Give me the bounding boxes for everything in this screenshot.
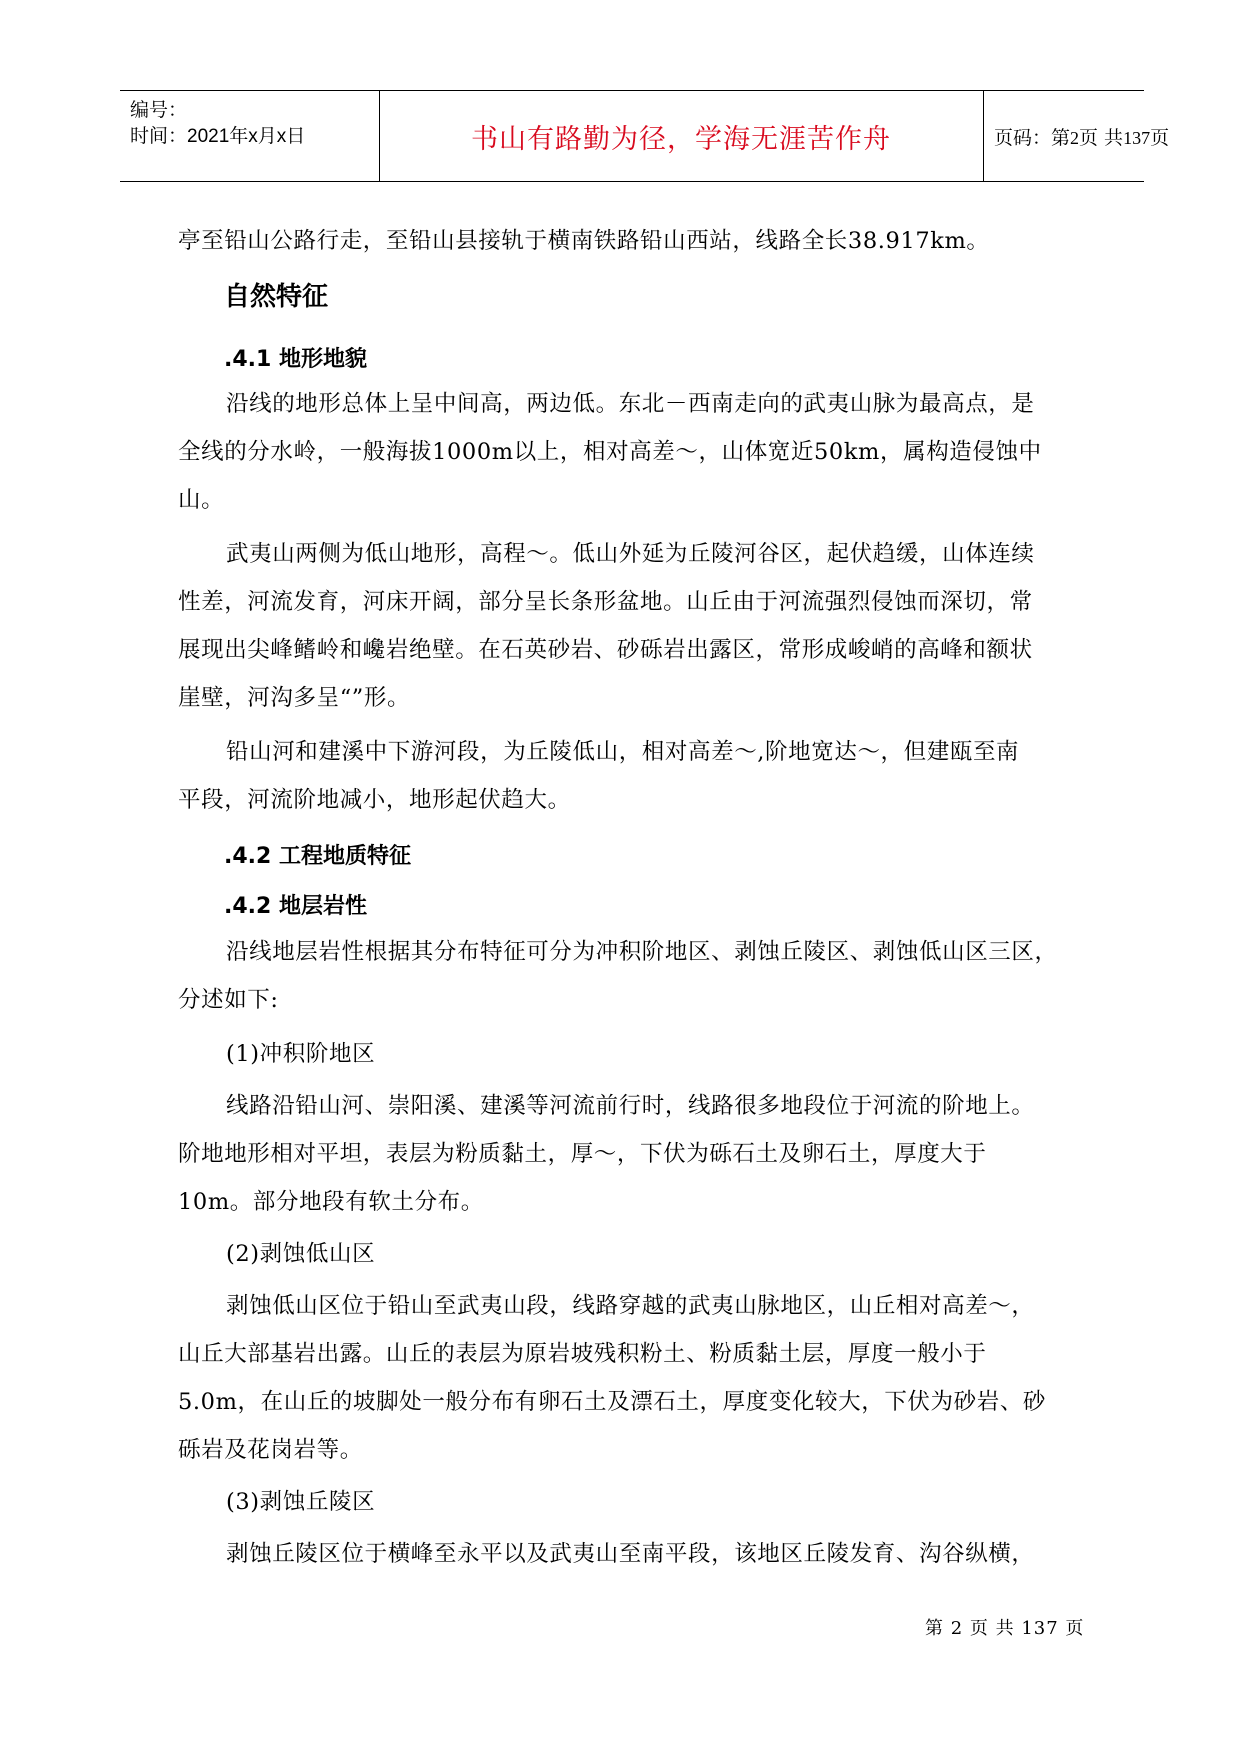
paragraph-5-line-2: 阶地地形相对平坦，表层为粉质黏土，厚～，下伏为砾石土及卵石土，厚度大于 bbox=[178, 1141, 987, 1167]
paragraph-5-line-3: 10m。部分地段有软土分布。 bbox=[178, 1189, 484, 1215]
paragraph-4-line-2: 分述如下: bbox=[178, 987, 279, 1013]
paragraph-6-line-3: 5.0m，在山丘的坡脚处一般分布有卵石土及漂石土，厚度变化较大，下伏为砂岩、砂 bbox=[178, 1389, 1047, 1415]
page-total: 137 bbox=[1123, 127, 1151, 148]
section-heading-4-2-strata: .4.2 地层岩性 bbox=[224, 894, 367, 919]
page-current: 2 bbox=[1070, 127, 1080, 148]
paragraph-1-line-3: 山。 bbox=[178, 487, 225, 513]
section-heading-4-2-engineering: .4.2 工程地质特征 bbox=[224, 844, 411, 869]
page-footer-number: 第 2 页 共 137 页 bbox=[925, 1618, 1085, 1639]
page-suffix: 页 bbox=[1150, 126, 1170, 149]
paragraph-1-line-2: 全线的分水岭，一般海拔1000m以上，相对高差～，山体宽近50km，属构造侵蚀中 bbox=[178, 439, 1042, 465]
paragraph-2-line-2: 性差，河流发育，河床开阔，部分呈长条形盆地。山丘由于河流强烈侵蚀而深切，常 bbox=[178, 589, 1033, 615]
header-motto: 书山有路勤为径，学海无涯苦作舟 bbox=[471, 123, 891, 155]
paragraph-6-line-1: 剥蚀低山区位于铅山至武夷山段，线路穿越的武夷山脉地区，山丘相对高差～， bbox=[226, 1293, 1035, 1319]
section-heading-natural: 自然特征 bbox=[224, 282, 329, 312]
header-page-number bbox=[994, 123, 1169, 150]
intro-line: 亭至铅山公路行走，至铅山县接轨于横南铁路铅山西站，线路全长38.917km。 bbox=[178, 228, 990, 254]
paragraph-1-line-1: 沿线的地形总体上呈中间高，两边低。东北－西南走向的武夷山脉为最高点，是 bbox=[226, 391, 1035, 417]
paragraph-4-line-1: 沿线地层岩性根据其分布特征可分为冲积阶地区、剥蚀丘陵区、剥蚀低山区三区， bbox=[226, 939, 1058, 965]
paragraph-6-line-2: 山丘大部基岩出露。山丘的表层为原岩坡残积粉土、粉质黏土层，厚度一般小于 bbox=[178, 1341, 987, 1367]
paragraph-2-line-3: 展现出尖峰鳍岭和巉岩绝壁。在石英砂岩、砂砾岩出露区，常形成峻峭的高峰和额状 bbox=[178, 637, 1033, 663]
page-header bbox=[120, 90, 1170, 182]
document-number-label: 编号： bbox=[130, 100, 188, 121]
subsection-1-label: (1)冲积阶地区 bbox=[226, 1041, 376, 1067]
paragraph-3-line-2: 平段，河流阶地减小，地形起伏趋大。 bbox=[178, 787, 571, 813]
paragraph-6-line-4: 砾岩及花岗岩等。 bbox=[178, 1437, 363, 1463]
header-motto-cell bbox=[379, 91, 984, 181]
subsection-3-label: (3)剥蚀丘陵区 bbox=[226, 1489, 376, 1515]
paragraph-2-line-1: 武夷山两侧为低山地形，高程～。低山外延为丘陵河谷区，起伏趋缓，山体连续 bbox=[226, 541, 1035, 567]
document-date: 时间：2021年x月x日 bbox=[130, 126, 306, 147]
paragraph-3-line-1: 铅山河和建溪中下游河段，为丘陵低山，相对高差～,阶地宽达～，但建瓯至南 bbox=[226, 739, 1020, 765]
subsection-2-label: (2)剥蚀低山区 bbox=[226, 1241, 376, 1267]
paragraph-7-line-1: 剥蚀丘陵区位于横峰至永平以及武夷山至南平段，该地区丘陵发育、沟谷纵横， bbox=[226, 1541, 1035, 1567]
page-prefix: 页码：第 bbox=[994, 126, 1071, 149]
page-mid: 页 共 bbox=[1079, 126, 1124, 149]
paragraph-5-line-1: 线路沿铅山河、崇阳溪、建溪等河流前行时，线路很多地段位于河流的阶地上。 bbox=[226, 1093, 1035, 1119]
paragraph-2-line-4: 崖壁，河沟多呈“”形。 bbox=[178, 685, 411, 711]
header-page-cell bbox=[984, 91, 1170, 181]
header-meta-cell bbox=[120, 91, 380, 181]
section-heading-4-1: .4.1 地形地貌 bbox=[224, 347, 367, 372]
